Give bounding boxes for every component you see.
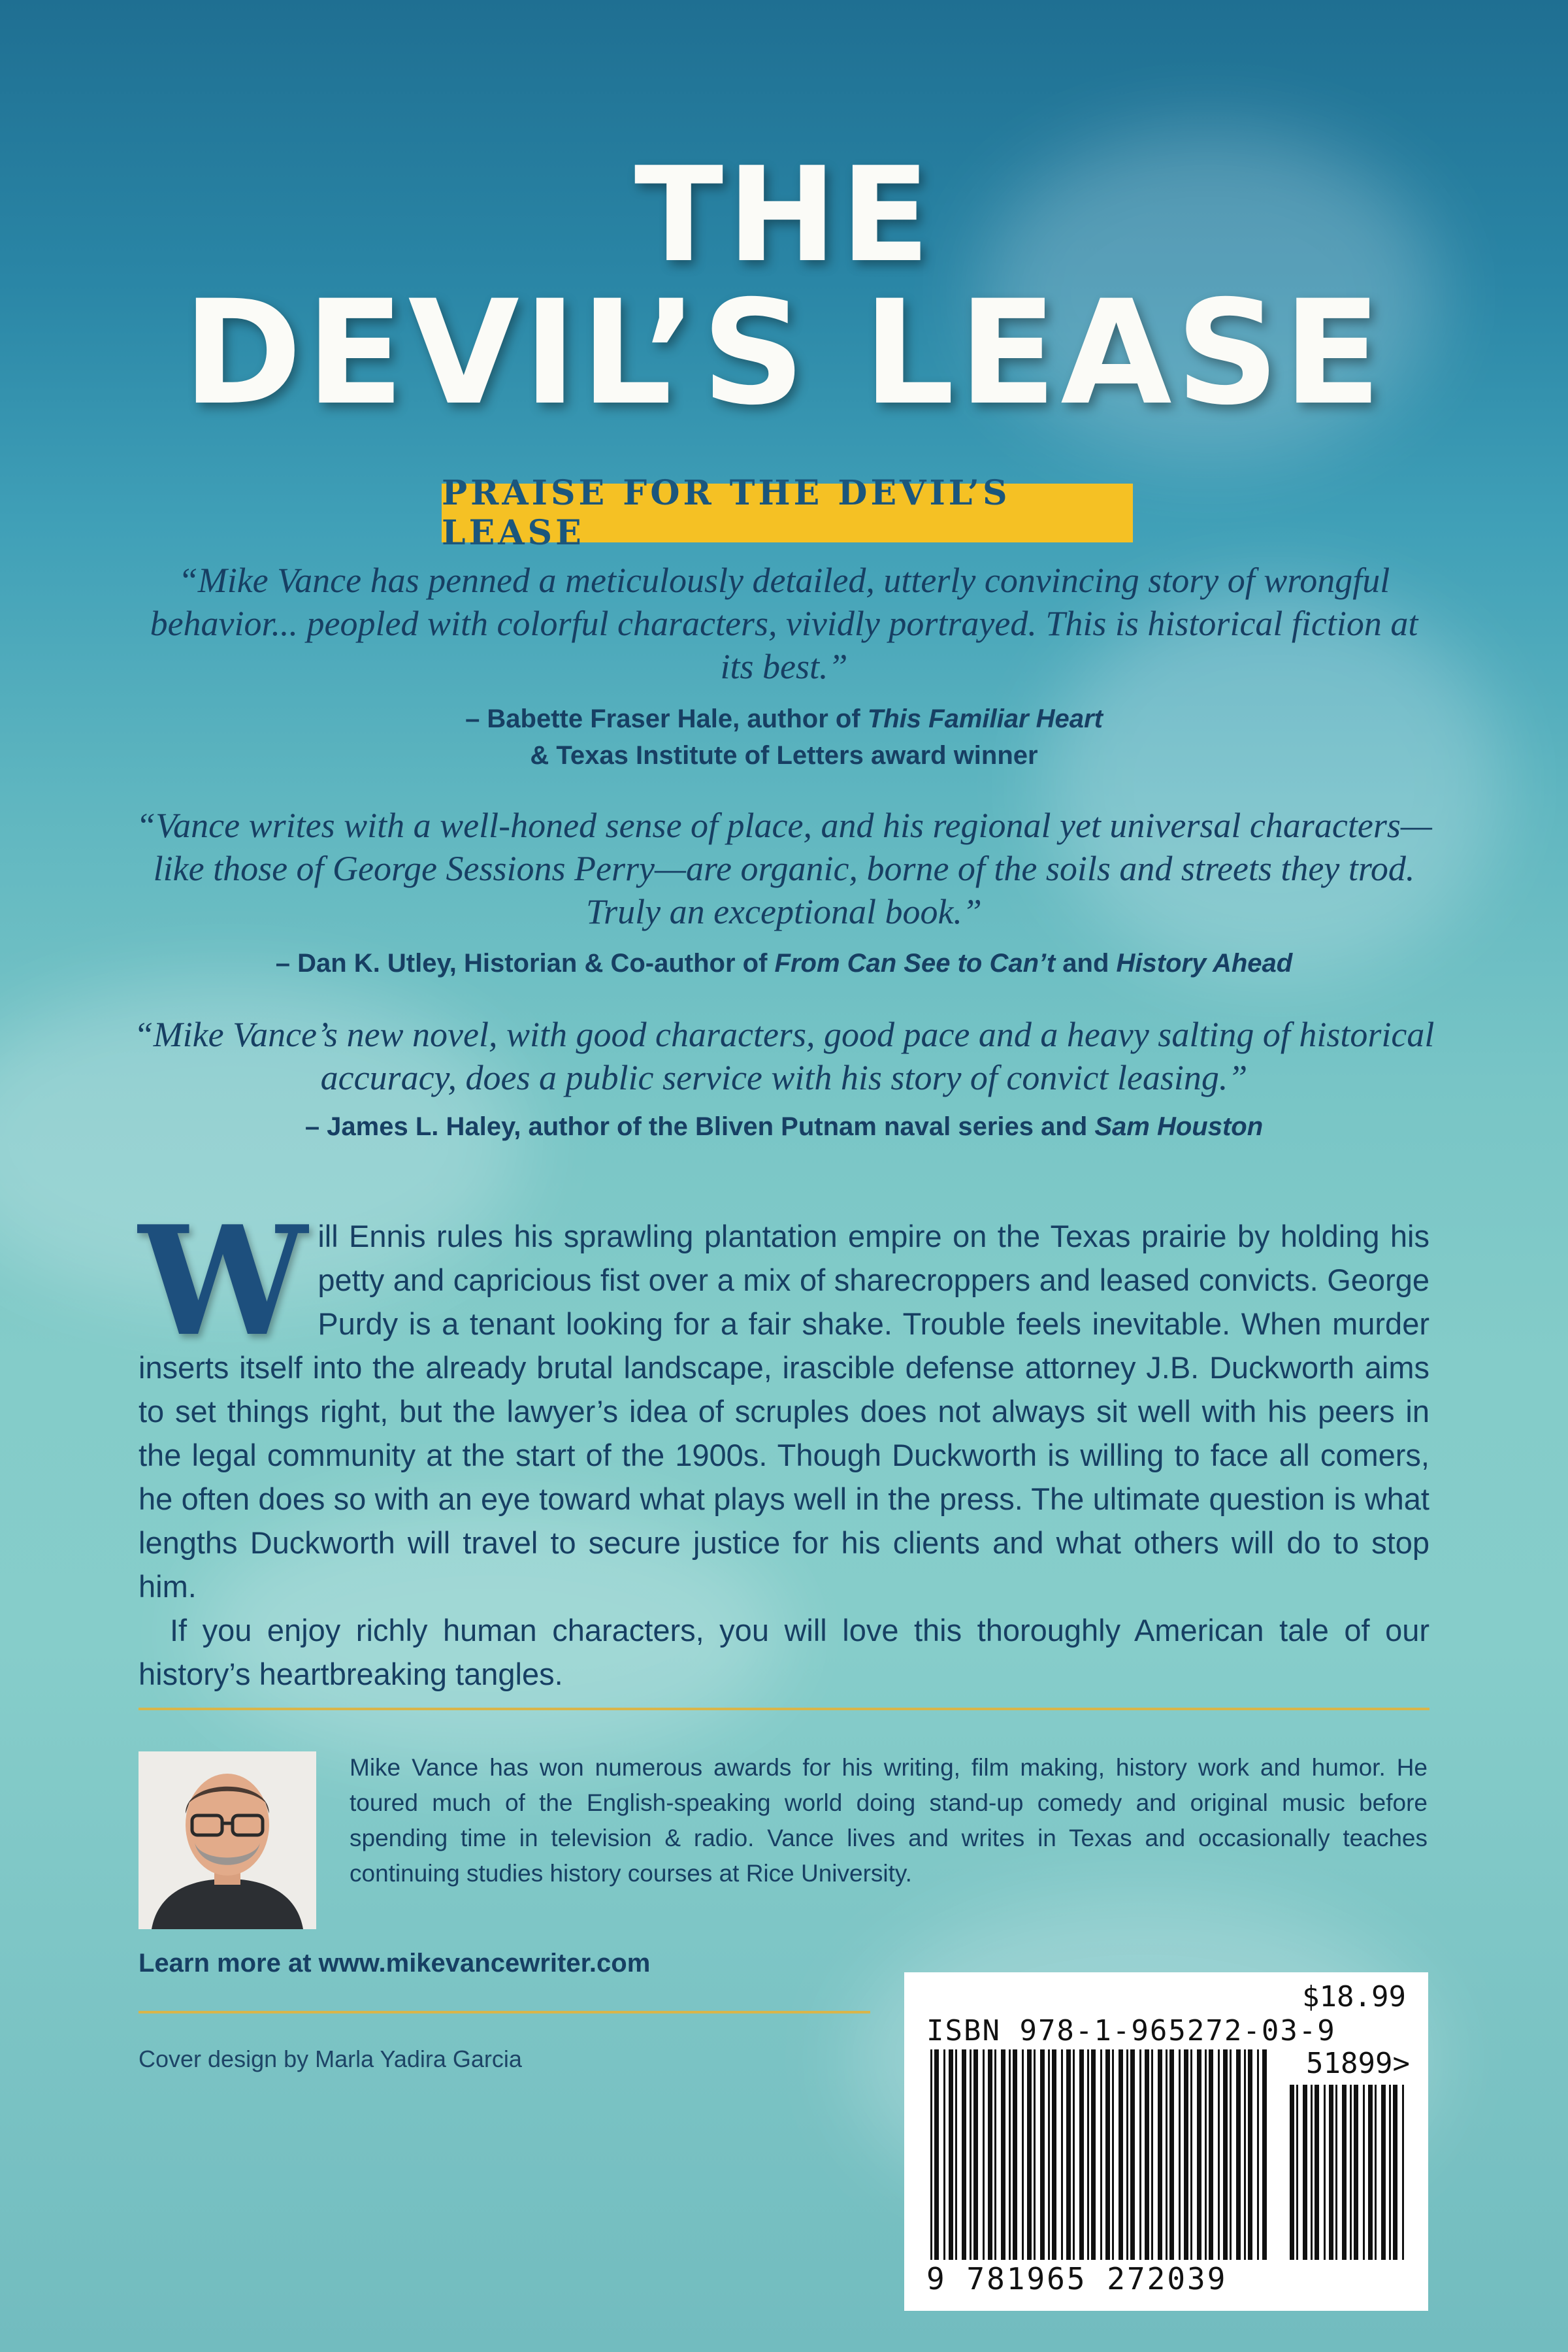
title-line-devils-lease: DEVIL’S LEASE bbox=[182, 269, 1386, 437]
book-title: This Familiar Heart bbox=[867, 704, 1103, 733]
quote-1-text: “Mike Vance has penned a meticulously detailed, utterly convincing story of wrongful behavior... peopled with colorful characters, vividly portrayed. This is historical fiction at its best.” bbox=[150, 561, 1418, 686]
learn-more-label: Learn more at bbox=[139, 1949, 319, 1978]
quote-2-attribution bbox=[98, 945, 1470, 982]
attribution-text: – James L. Haley, author of the Bliven Putnam naval series and bbox=[304, 1112, 1095, 1141]
divider-rule bbox=[139, 1708, 1429, 1710]
barcode-box bbox=[904, 1972, 1428, 2311]
price-label: $18.99 bbox=[1302, 1980, 1406, 2013]
book-title: Sam Houston bbox=[1094, 1112, 1264, 1141]
book-title: History Ahead bbox=[1116, 949, 1293, 978]
isbn-label: ISBN 978-1-965272-03-9 bbox=[926, 2014, 1336, 2047]
quote-1-attribution bbox=[98, 701, 1470, 774]
author-photo bbox=[139, 1751, 316, 1929]
ean-digits: 9 781965 272039 bbox=[926, 2261, 1228, 2296]
synopsis-paragraph-2: If you enjoy richly human characters, you will love this thoroughly American tale of our history’s heartbreaking tangles. bbox=[139, 1613, 1429, 1691]
author-bio: Mike Vance has won numerous awards for his writing, film making, history work and humor. He toured much of the English-speaking world doing stand-up comedy and original music before spending time in television & radio. Vance lives and writes in Texas and occasionally teaches continuing studies history courses at Rice University. bbox=[350, 1754, 1428, 1887]
author-website-link[interactable]: www.mikevancewriter.com bbox=[318, 1949, 651, 1978]
synopsis bbox=[139, 1193, 1429, 1696]
drop-cap: W bbox=[139, 1193, 308, 1370]
cover-design-credit: Cover design by Marla Yadira Garcia bbox=[139, 2046, 522, 2072]
divider-rule bbox=[139, 2011, 870, 2013]
attribution-text: – Babette Fraser Hale, author of bbox=[465, 704, 868, 733]
attribution-text: – Dan K. Utley, Historian & Co-author of bbox=[275, 949, 775, 978]
learn-more-line bbox=[139, 1949, 650, 1978]
book-title: From Can See to Can’t bbox=[774, 949, 1056, 978]
quote-3-attribution bbox=[98, 1108, 1470, 1145]
barcode-icon bbox=[904, 1972, 1428, 2311]
title-line-the: THE bbox=[634, 139, 934, 291]
quote-3-text: “Mike Vance’s new novel, with good characters, good pace and a heavy salting of historical accuracy, does a public service with his story of convict leasing.” bbox=[133, 1015, 1435, 1097]
supplement-code: 51899> bbox=[1306, 2047, 1410, 2080]
attribution-text: and bbox=[1055, 949, 1117, 978]
praise-banner-label: PRAISE FOR THE DEVIL’S LEASE bbox=[442, 473, 1011, 553]
praise-banner bbox=[442, 473, 1133, 553]
quote-2-text: “Vance writes with a well-honed sense of place, and his regional yet universal characters—like those of George Sessions Perry—are organic, borne of the soils and streets they trod. Truly an exceptional book.” bbox=[136, 806, 1432, 931]
attribution-text: & Texas Institute of Letters award winner bbox=[530, 741, 1038, 770]
synopsis-paragraph-1: ill Ennis rules his sprawling plantation empire on the Texas prairie by holding his petty and capricious fist over a mix of sharecroppers and leased convicts. George Purdy is a tenant looking for a fair shake. Trouble feels inevitable. When murder inserts itself into the already brutal landscape, irascible defense attorney J.B. Duckworth aims to set things right, but the lawyer’s idea of scruples does not always sit well with his peers in the legal community at the start of the 1900s. Though Duckworth is willing to face all comers, he often does so with an eye toward what plays well in the press. The ultimate question is what lengths Duckworth will travel to secure justice for his clients and what others will do to stop him. bbox=[139, 1219, 1429, 1604]
